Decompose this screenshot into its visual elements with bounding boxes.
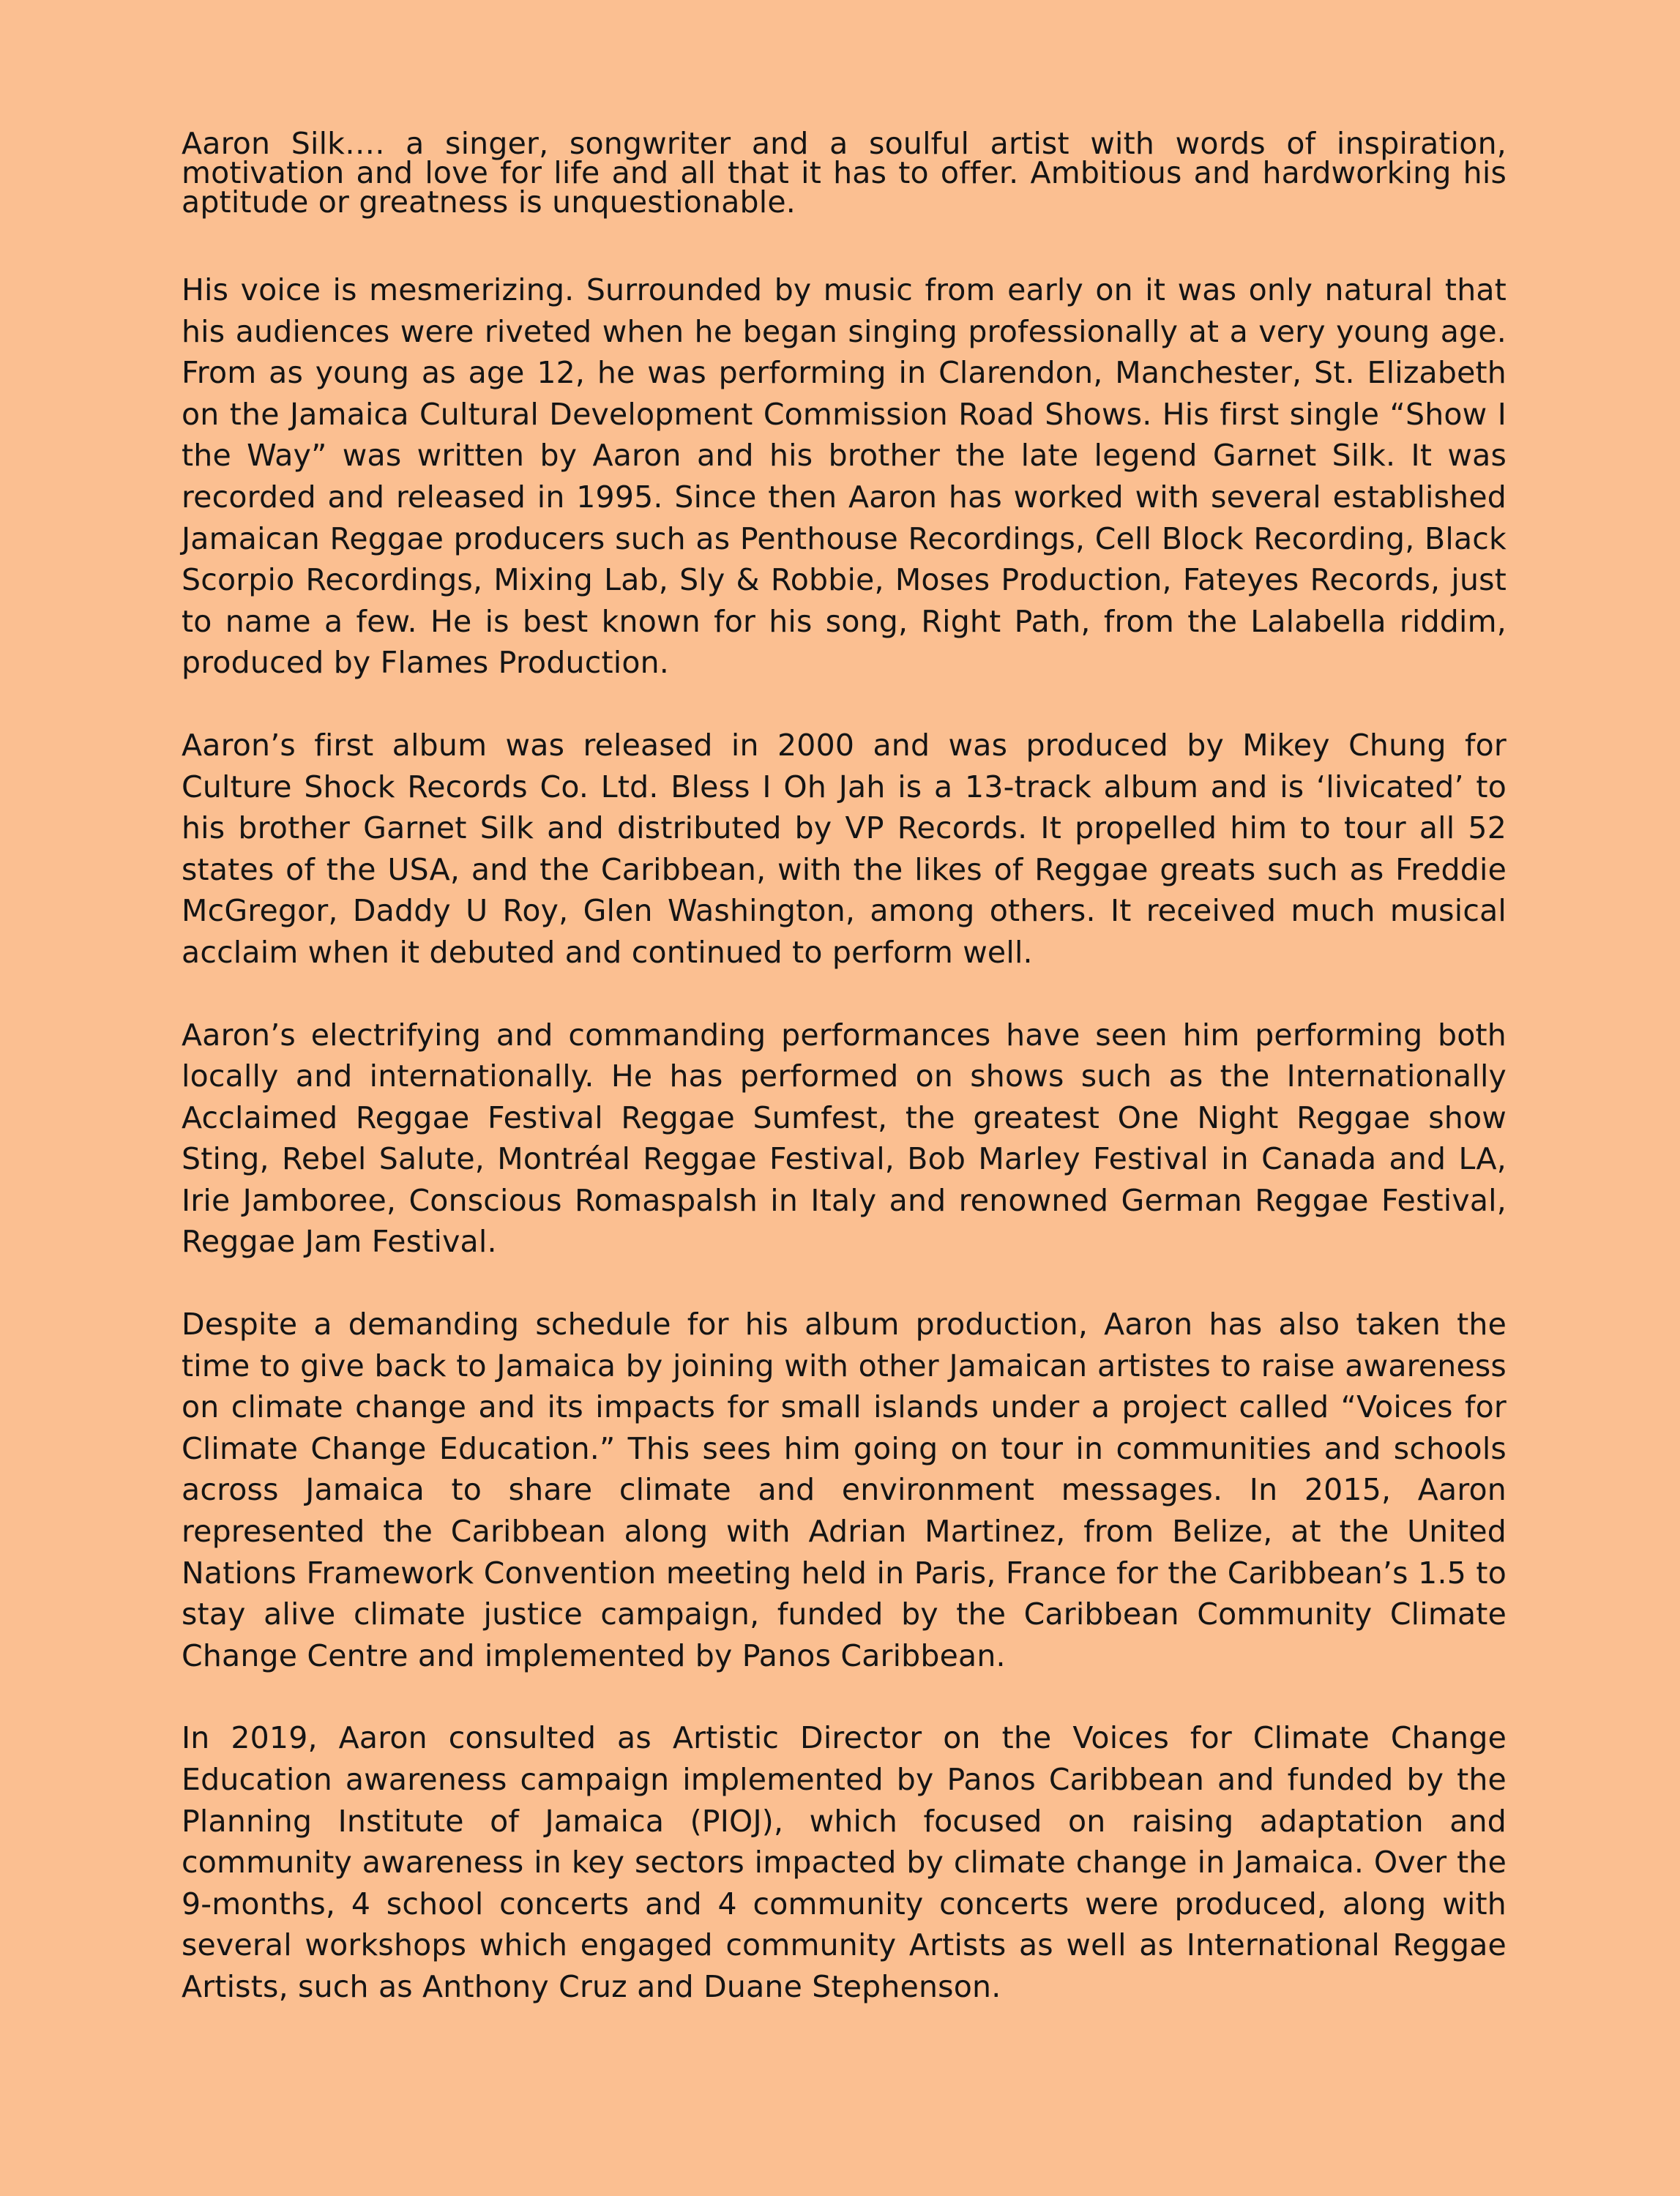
paragraph-2019-campaign: In 2019, Aaron consulted as Artistic Director on the Voices for Climate Change Education awareness campaign implemented by Panos Caribbean and funded by the Planning Institute of Jamaica (PIOJ), which focused on raising adaptation and community awareness in key sectors impacted by climate change in Jamaica. Over the 9-months, 4 school concerts and 4 community concerts were produced, along with several workshops which engaged community Artists as well as International Reggae Artists, such as Anthony Cruz and Duane Stephenson. [182, 1720, 1507, 2004]
paragraph-first-album: Aaron’s first album was released in 2000 and was produced by Mikey Chung for Culture Shock Records Co. Ltd. Bless I Oh Jah is a 13-track album and is ‘livicated’ to his brother Garnet Silk and distributed by VP Records. It propelled him to tour all 52 states of the USA, and the Caribbean, with the likes of Reggae greats such as Freddie McGregor, Daddy U Roy, Glen Washington, among others. It received much musical acclaim when it debuted and continued to perform well. [182, 727, 1507, 970]
paragraph-performances: Aaron’s electrifying and commanding performances have seen him performing both locally and internationally. He has performed on shows such as the Internationally Acclaimed Reggae Festival Reggae Sumfest, the greatest One Night Reggae show Sting, Rebel Salute, Montréal Reggae Festival, Bob Marley Festival in Canada and LA, Irie Jamboree, Conscious Romaspalsh in Italy and renowned German Reggae Festival, Reggae Jam Festival. [182, 1017, 1507, 1260]
paragraph-voice: His voice is mesmerizing. Surrounded by music from early on it was only natural that his audiences were riveted when he began singing professionally at a very young age. From as young as age 12, he was performing in Clarendon, Manchester, St. Elizabeth on the Jamaica Cultural Development Commission Road Shows. His first single “Show I the Way” was written by Aaron and his brother the late legend Garnet Silk. It was recorded and released in 1995. Since then Aaron has worked with several established Jamaican Reggae producers such as Penthouse Recordings, Cell Block Recording, Black Scorpio Recordings, Mixing Lab, Sly & Robbie, Moses Production, Fateyes Records, just to name a few. He is best known for his song, Right Path, from the Lalabella riddim, produced by Flames Production. [182, 272, 1507, 681]
paragraph-climate-change: Despite a demanding schedule for his album production, Aaron has also taken the time to give back to Jamaica by joining with other Jamaican artistes to raise awareness on climate change and its impacts for small islands under a project called “Voices for Climate Change Education.” This sees him going on tour in communities and schools across Jamaica to share climate and environment messages. In 2015, Aaron represented the Caribbean along with Adrian Martinez, from Belize, at the United Nations Framework Convention meeting held in Paris, France for the Caribbean’s 1.5 to stay alive climate justice campaign, funded by the Caribbean Community Climate Change Centre and implemented by Panos Caribbean. [182, 1307, 1507, 1673]
paragraph-intro: Aaron Silk…. a singer, songwriter and a soulful artist with words of inspiration, motivation and love for life and all that it has to offer. Ambitious and hardworking his aptitude or greatness is unquestionable. [182, 126, 1507, 220]
biography-text [182, 126, 1507, 2008]
